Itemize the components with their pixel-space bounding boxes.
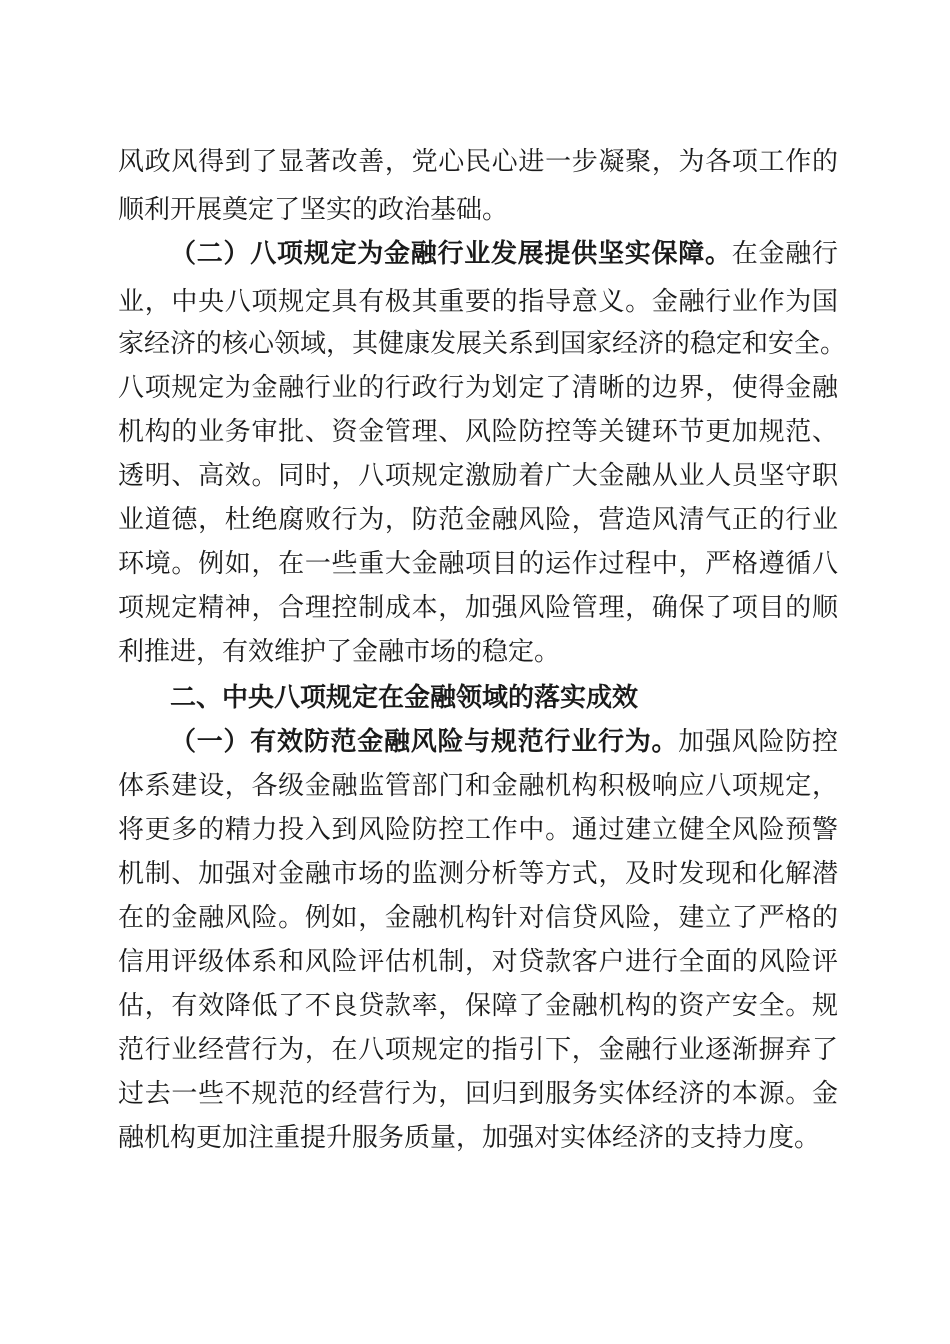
text-line: 透明、高效。同时，八项规定激励着广大金融从业人员坚守职 xyxy=(118,461,838,491)
paragraph-first-line xyxy=(170,718,838,766)
text-line: 业，中央八项规定具有极其重要的指导意义。金融行业作为国 xyxy=(118,287,838,317)
text-line: 机构的业务审批、资金管理、风险防控等关键环节更加规范、 xyxy=(118,417,838,447)
text-line: 体系建设，各级金融监管部门和金融机构积极响应八项规定， xyxy=(118,771,838,801)
text-line: 业道德，杜绝腐败行为，防范金融风险，营造风清气正的行业 xyxy=(118,505,838,535)
text-line: 融机构更加注重提升服务质量，加强对实体经济的支持力度。 xyxy=(118,1123,821,1153)
text-line: 将更多的精力投入到风险防控工作中。通过建立健全风险预警 xyxy=(118,815,838,845)
text-line: 在的金融风险。例如，金融机构针对信贷风险，建立了严格的 xyxy=(118,903,838,933)
text-line: 利推进，有效维护了金融市场的稳定。 xyxy=(118,637,561,667)
text-line: 项规定精神，合理控制成本，加强风险管理，确保了项目的顺 xyxy=(118,593,838,623)
text-line: 范行业经营行为，在八项规定的指引下，金融行业逐渐摒弃了 xyxy=(118,1035,838,1065)
text-line: 家经济的核心领域，其健康发展关系到国家经济的稳定和安全。 xyxy=(118,329,847,359)
text-line: 环境。例如，在一些重大金融项目的运作过程中，严格遵循八 xyxy=(118,549,838,579)
text-line: 估，有效降低了不良贷款率，保障了金融机构的资产安全。规 xyxy=(118,991,838,1021)
text-line: 过去一些不规范的经营行为，回归到服务实体经济的本源。金 xyxy=(118,1079,838,1109)
paragraph-text: 加强风险防控 xyxy=(678,727,838,757)
text-line: 信用评级体系和风险评估机制，对贷款客户进行全面的风险评 xyxy=(118,947,838,977)
text-line: 风政风得到了显著改善，党心民心进一步凝聚，为各项工作的 xyxy=(118,147,838,177)
paragraph-text: 在金融行 xyxy=(731,239,838,269)
subheading-2: （二）八项规定为金融行业发展提供坚实保障。 xyxy=(170,239,732,269)
text-line: 顺利开展奠定了坚实的政治基础。 xyxy=(118,195,509,225)
paragraph-first-line xyxy=(170,230,838,278)
section-heading: 二、中央八项规定在金融领域的落实成效 xyxy=(170,683,639,713)
text-line: 八项规定为金融行业的行政行为划定了清晰的边界，使得金融 xyxy=(118,373,838,403)
text-line: 机制、加强对金融市场的监测分析等方式，及时发现和化解潜 xyxy=(118,859,838,889)
subheading-1: （一）有效防范金融风险与规范行业行为。 xyxy=(170,727,679,757)
